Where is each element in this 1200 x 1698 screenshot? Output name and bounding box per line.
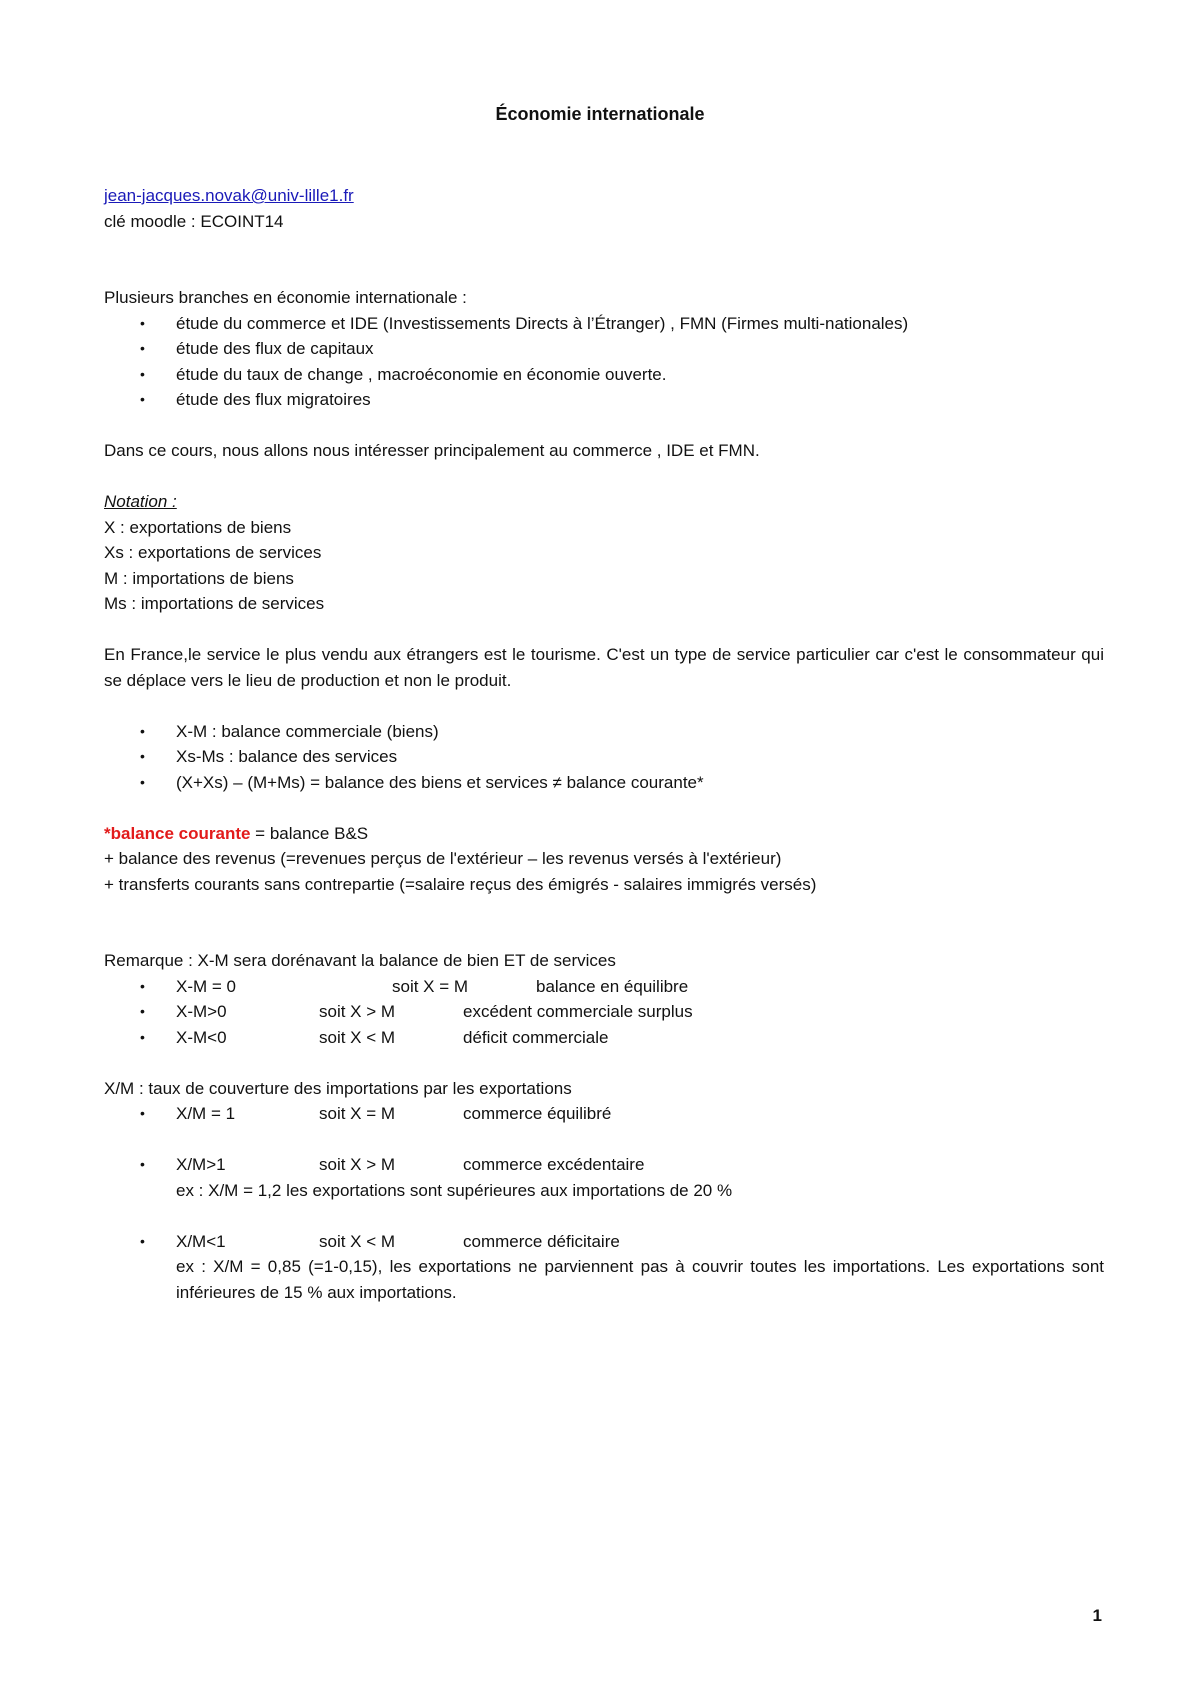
couverture-list xyxy=(104,1101,1104,1178)
bullet-icon: • xyxy=(140,1156,145,1172)
course-focus: Dans ce cours, nous allons nous intéresser principalement au commerce , IDE et FMN. xyxy=(104,441,760,460)
bullet-icon: • xyxy=(140,773,145,790)
notation-heading: Notation : xyxy=(104,492,177,511)
notation-line: M : importations de biens xyxy=(104,568,294,588)
page-number: 1 xyxy=(1092,1606,1102,1625)
page-title: Économie internationale xyxy=(495,104,705,124)
list-item: • étude du taux de change , macroéconomie en économie ouverte. xyxy=(104,362,1104,388)
list-item: • X-M<0 soit X < M déficit commerciale xyxy=(104,1025,1104,1051)
branches-intro: Plusieurs branches en économie internationale : xyxy=(104,288,467,307)
document-body xyxy=(104,183,1104,1305)
branches-list xyxy=(104,311,1104,413)
bullet-icon: • xyxy=(140,1028,145,1045)
list-item: • X/M>1 soit X > M commerce excédentaire xyxy=(104,1152,1104,1178)
balance-courante-term: *balance courante xyxy=(104,823,251,843)
list-item: • étude du commerce et IDE (Investissements Directs à l’Étranger) , FMN (Firmes multi-nationales) xyxy=(104,311,1104,337)
bullet-icon: • xyxy=(140,1003,145,1019)
france-paragraph: En France,le service le plus vendu aux étrangers est le tourisme. C'est un type de service particulier car c'est le consommateur qui se déplace vers le lieu de production et non le produit. xyxy=(104,645,1104,690)
email-link[interactable]: jean-jacques.novak@univ-lille1.fr xyxy=(104,186,354,205)
remarque-intro: Remarque : X-M sera dorénavant la balance de bien ET de services xyxy=(104,951,616,970)
list-item: • X/M<1 soit X < M commerce déficitaire xyxy=(104,1229,1104,1255)
balance-courante-line: + transferts courants sans contrepartie (=salaire reçus des émigrés - salaires immigrés versés) xyxy=(104,874,817,894)
balances-list xyxy=(104,719,1104,796)
example-paragraph: ex : X/M = 0,85 (=1-0,15), les exportations ne parviennent pas à couvrir toutes les importations. Les exportations sont inférieures de 15 % aux importations. xyxy=(176,1257,1104,1302)
couverture-list-2 xyxy=(104,1229,1104,1255)
notation-line: Ms : importations de services xyxy=(104,594,325,613)
notation-line: X : exportations de biens xyxy=(104,517,292,537)
list-item: • X-M : balance commerciale (biens) xyxy=(104,719,1104,745)
moodle-key: clé moodle : ECOINT14 xyxy=(104,211,284,231)
list-item: • Xs-Ms : balance des services xyxy=(104,744,1104,770)
list-item: • étude des flux migratoires xyxy=(104,387,1104,413)
bullet-icon: • xyxy=(140,748,145,764)
list-item: • X/M = 1 soit X = M commerce équilibré xyxy=(104,1101,1104,1127)
list-item: • X-M = 0 soit X = M balance en équilibre xyxy=(104,974,1104,1000)
bullet-icon: • xyxy=(140,314,145,331)
example-line: ex : X/M = 1,2 les exportations sont supérieures aux importations de 20 % xyxy=(176,1180,733,1200)
balance-courante-def: *balance courante = balance B&S xyxy=(104,823,369,843)
couverture-intro: X/M : taux de couverture des importations par les exportations xyxy=(104,1078,572,1098)
remarque-list xyxy=(104,974,1104,1051)
balance-courante-line: + balance des revenus (=revenues perçus de l'extérieur – les revenus versés à l'extérieur) xyxy=(104,849,782,868)
bullet-icon: • xyxy=(140,365,145,382)
bullet-icon: • xyxy=(140,722,145,739)
bullet-icon: • xyxy=(140,977,145,994)
bullet-icon: • xyxy=(140,391,145,407)
list-item: • (X+Xs) – (M+Ms) = balance des biens et services ≠ balance courante* xyxy=(104,770,1104,796)
bullet-icon: • xyxy=(140,1232,145,1249)
notation-line: Xs : exportations de services xyxy=(104,543,322,562)
list-item: • X-M>0 soit X > M excédent commerciale surplus xyxy=(104,999,1104,1025)
bullet-icon: • xyxy=(140,1105,145,1121)
bullet-icon: • xyxy=(140,340,145,356)
list-item: • étude des flux de capitaux xyxy=(104,336,1104,362)
